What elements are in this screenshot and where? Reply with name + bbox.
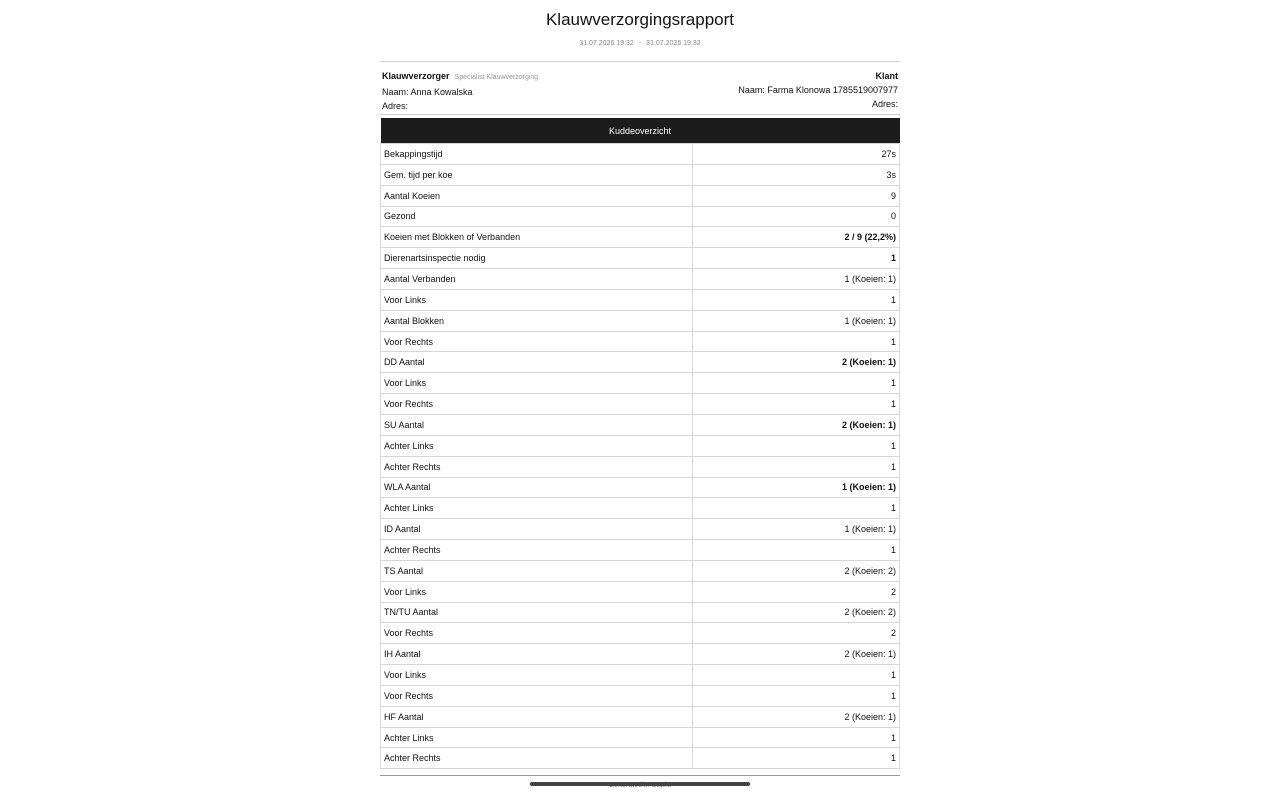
row-label: Bekappingstijd <box>381 144 693 165</box>
row-label: Aantal Blokken <box>381 310 693 331</box>
row-value: 1 (Koeien: 1) <box>693 310 900 331</box>
table-row <box>381 144 900 165</box>
row-value: 2 <box>693 623 900 644</box>
table-row <box>381 477 900 498</box>
date-from: 31.07.2026 19:32 <box>579 40 634 47</box>
row-value: 2 (Koeien: 1) <box>693 414 900 435</box>
table-row <box>381 644 900 665</box>
row-label: Voor Links <box>381 581 693 602</box>
row-value: 1 <box>693 498 900 519</box>
table-row <box>381 581 900 602</box>
date-to: 31.07.2026 19:32 <box>646 40 701 47</box>
table-row <box>381 456 900 477</box>
table-row <box>381 352 900 373</box>
table-row <box>381 164 900 185</box>
row-label: Voor Links <box>381 289 693 310</box>
home-indicator-bar[interactable] <box>530 782 750 786</box>
row-value: 1 <box>693 665 900 686</box>
table-row <box>381 414 900 435</box>
row-label: IH Aantal <box>381 644 693 665</box>
row-label: TN/TU Aantal <box>381 602 693 623</box>
client-name: Naam: Farma Klonowa 1785519007977 <box>738 85 898 95</box>
row-value: 2 (Koeien: 2) <box>693 602 900 623</box>
parties-section <box>380 61 900 115</box>
table-row <box>381 685 900 706</box>
table-row <box>381 185 900 206</box>
table-row <box>381 727 900 748</box>
row-label: Aantal Koeien <box>381 185 693 206</box>
row-value: 2 <box>693 581 900 602</box>
report-date-range <box>380 38 900 50</box>
row-label: Achter Links <box>381 727 693 748</box>
trimmer-name: Naam: Anna Kowalska <box>382 87 473 97</box>
row-value: 1 <box>693 394 900 415</box>
client-address: Adres: <box>871 99 898 109</box>
row-value: 1 (Koeien: 1) <box>693 477 900 498</box>
row-label: Voor Links <box>381 373 693 394</box>
trimmer-heading <box>382 69 538 85</box>
row-label: Koeien met Blokken of Verbanden <box>381 227 693 248</box>
table-row <box>381 665 900 686</box>
row-value: 1 (Koeien: 1) <box>693 269 900 290</box>
footer-divider <box>380 775 900 776</box>
row-value: 1 <box>693 685 900 706</box>
table-row <box>381 331 900 352</box>
row-label: SU Aantal <box>381 414 693 435</box>
table-row <box>381 394 900 415</box>
row-label: HF Aantal <box>381 706 693 727</box>
row-label: Achter Links <box>381 435 693 456</box>
herd-overview-table <box>380 118 900 769</box>
row-value: 2 (Koeien: 1) <box>693 644 900 665</box>
table-row <box>381 498 900 519</box>
row-value: 3s <box>693 164 900 185</box>
table-row <box>381 748 900 769</box>
row-label: Gezond <box>381 206 693 227</box>
trimmer-info <box>382 69 538 111</box>
row-value: 1 <box>693 289 900 310</box>
table-row <box>381 706 900 727</box>
table-row <box>381 519 900 540</box>
table-row <box>381 206 900 227</box>
row-value: 2 (Koeien: 1) <box>693 352 900 373</box>
row-value: 1 (Koeien: 1) <box>693 519 900 540</box>
row-label: TS Aantal <box>381 560 693 581</box>
row-value: 1 <box>693 373 900 394</box>
row-value: 1 <box>693 727 900 748</box>
row-label: Voor Rechts <box>381 394 693 415</box>
client-info <box>738 69 898 111</box>
row-value: 1 <box>693 248 900 269</box>
row-label: Dierenartsinspectie nodig <box>381 248 693 269</box>
report-title: Klauwverzorgingsrapport <box>545 10 735 29</box>
row-value: 0 <box>693 206 900 227</box>
herd-overview-body <box>381 144 900 769</box>
table-row <box>381 289 900 310</box>
table-row <box>381 560 900 581</box>
trimmer-address: Adres: <box>382 101 409 111</box>
row-value: 2 / 9 (22,2%) <box>693 227 900 248</box>
table-row <box>381 269 900 290</box>
row-label: Voor Rechts <box>381 623 693 644</box>
row-label: Achter Rechts <box>381 456 693 477</box>
table-row <box>381 248 900 269</box>
row-value: 2 (Koeien: 1) <box>693 706 900 727</box>
table-row <box>381 310 900 331</box>
row-label: Aantal Verbanden <box>381 269 693 290</box>
table-row <box>381 373 900 394</box>
row-value: 27s <box>693 144 900 165</box>
herd-overview-header-row <box>381 118 900 144</box>
row-value: 1 <box>693 748 900 769</box>
row-label: ID Aantal <box>381 519 693 540</box>
row-label: Achter Links <box>381 498 693 519</box>
report-document <box>380 0 900 769</box>
table-row <box>381 602 900 623</box>
row-label: Voor Links <box>381 665 693 686</box>
trimmer-role: Klauwverzorger <box>382 71 450 81</box>
date-separator: - <box>638 40 642 47</box>
table-row <box>381 227 900 248</box>
table-row <box>381 435 900 456</box>
table-row <box>381 540 900 561</box>
row-label: WLA Aantal <box>381 477 693 498</box>
row-label: Voor Rechts <box>381 685 693 706</box>
row-value: 1 <box>693 435 900 456</box>
client-role: Klant <box>875 71 898 81</box>
row-value: 1 <box>693 456 900 477</box>
row-label: DD Aantal <box>381 352 693 373</box>
row-value: 9 <box>693 185 900 206</box>
row-value: 1 <box>693 540 900 561</box>
row-value: 1 <box>693 331 900 352</box>
row-label: Voor Rechts <box>381 331 693 352</box>
herd-overview-header: Kuddeoverzicht <box>381 118 900 144</box>
row-label: Achter Rechts <box>381 540 693 561</box>
row-label: Gem. tijd per koe <box>381 164 693 185</box>
row-label: Achter Rechts <box>381 748 693 769</box>
table-row <box>381 623 900 644</box>
row-value: 2 (Koeien: 2) <box>693 560 900 581</box>
trimmer-subtitle: Specialist Klauwverzorging <box>454 74 539 81</box>
